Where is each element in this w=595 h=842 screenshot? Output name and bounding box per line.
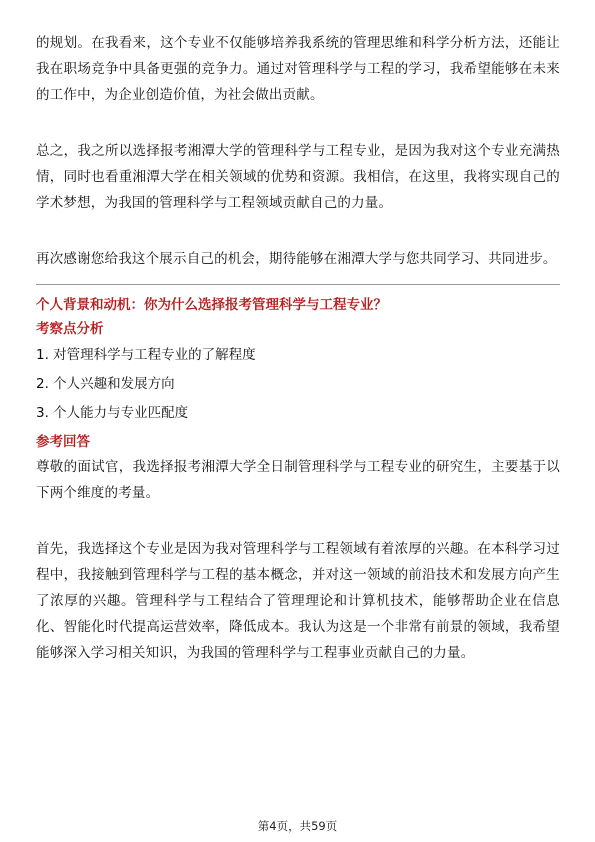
answer-paragraph-1: 尊敬的面试官，我选择报考湘潭大学全日制管理科学与工程专业的研究生，主要基于以下两个维度的考量。 (36, 459, 560, 501)
answer-paragraph-2: 首先，我选择这个专业是因为我对管理科学与工程领域有着浓厚的兴趣。在本科学习过程中，我接触到管理科学与工程的基本概念，并对这一领域的前沿技术和发展方向产生了浓厚的兴趣。管理科学与工程结合了管理理论和计算机技术，能够帮助企业在信息化、智能化时代提高运营效率，降低成本。我认为这是一个非常有前景的领域，我希望能够深入学习相关知识，为我国的管理科学与工程事业贡献自己的力量。 (36, 541, 560, 661)
analysis-point: 2. 个人兴趣和发展方向 (36, 376, 175, 392)
analysis-point: 3. 个人能力与专业匹配度 (36, 405, 189, 421)
intro-paragraph-2: 总之，我之所以选择报考湘潭大学的管理科学与工程专业，是因为我对这个专业充满热情，同时也看重湘潭大学在相关领域的优势和资源。我相信，在这里，我将实现自己的学术梦想，为我国的管理科学与工程领域贡献自己的力量。 (36, 143, 560, 211)
page-footer: 第4页，共59页 (257, 819, 338, 833)
document-page (36, 30, 560, 666)
answer-heading: 参考回答 (36, 434, 90, 450)
paragraph-gap (36, 216, 560, 246)
intro-paragraph-3: 再次感谢您给我这个展示自己的机会，期待能够在湘潭大学与您共同学习、共同进步。 (36, 251, 557, 267)
section-divider (36, 284, 560, 285)
question-heading: 个人背景和动机：你为什么选择报考管理科学与工程专业？ (36, 297, 387, 313)
paragraph-gap (36, 506, 560, 536)
intro-paragraph-1: 的规划。在我看来，这个专业不仅能够培养我系统的管理思维和科学分析方法，还能让我在职场竞争中具备更强的竞争力。通过对管理科学与工程的学习，我希望能够在未来的工作中，为企业创造价值，为社会做出贡献。 (36, 35, 560, 103)
analysis-point: 1. 对管理科学与工程专业的了解程度 (36, 347, 256, 363)
paragraph-gap (36, 108, 560, 138)
analysis-list (36, 341, 560, 428)
analysis-heading: 考察点分析 (36, 321, 104, 337)
